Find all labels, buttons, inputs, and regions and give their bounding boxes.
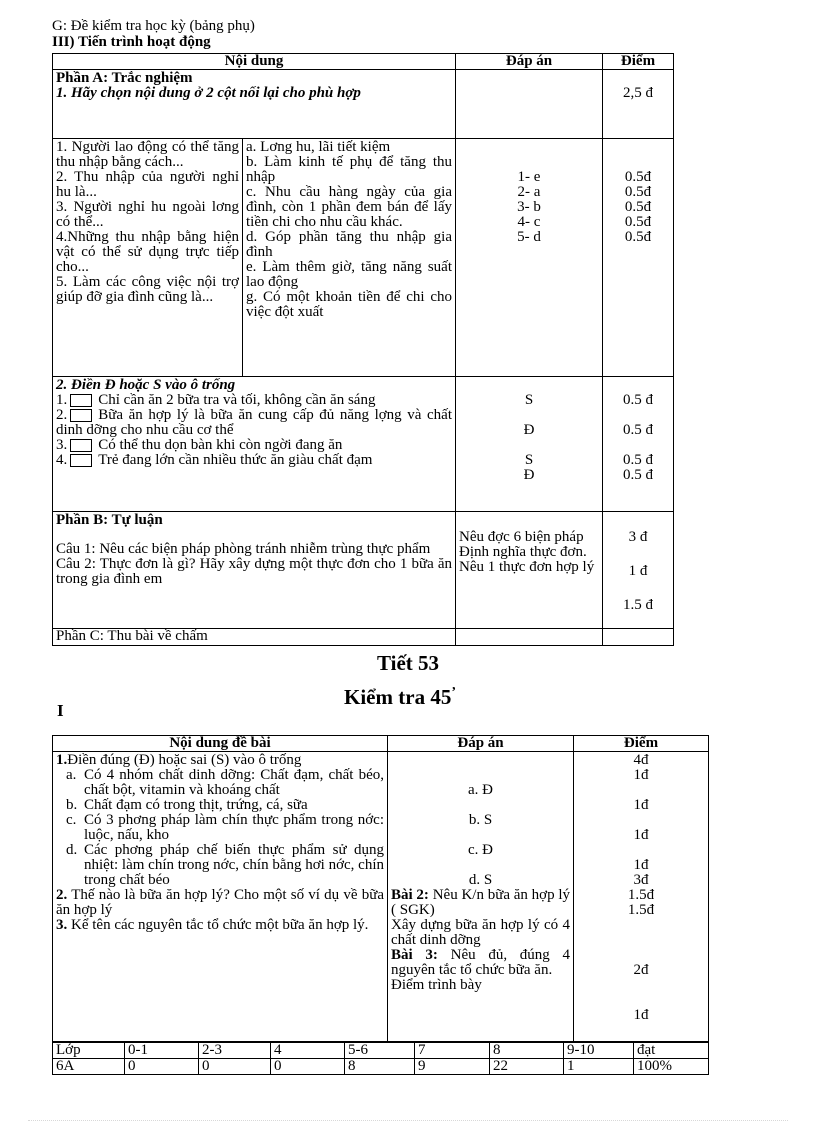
score: 4đ bbox=[633, 752, 649, 768]
col-header-score: Điểm bbox=[603, 54, 674, 70]
q2-score: 0.5 đ bbox=[623, 392, 653, 408]
blank-box[interactable] bbox=[70, 394, 92, 407]
prime-mark: ’ bbox=[451, 685, 456, 700]
q2-answer: Đ bbox=[523, 467, 535, 483]
score: 1đ bbox=[633, 827, 649, 843]
q1-answer: 5- d bbox=[517, 229, 541, 245]
answer-c: c. Đ bbox=[468, 842, 493, 858]
q2-cell bbox=[53, 377, 456, 512]
left-item: 4.Những thu nhập bằng hiện vật có thể sử dụng trực tiếp cho... bbox=[56, 229, 239, 275]
q1-answer: 4- c bbox=[517, 214, 541, 230]
right-item: e. Làm thêm giờ, tăng năng suất lao động bbox=[246, 259, 452, 290]
q1-answers-cell bbox=[456, 139, 603, 377]
part-b-cell bbox=[53, 512, 456, 629]
q1-scores-cell bbox=[603, 139, 674, 377]
part-b-scores-cell bbox=[603, 512, 674, 629]
q2-answer: S bbox=[524, 452, 534, 468]
score: 2đ bbox=[633, 962, 649, 978]
col-header-content: Nội dung bbox=[53, 54, 456, 70]
stats-cell: 9 bbox=[415, 1059, 490, 1075]
stats-header: 4 bbox=[271, 1043, 345, 1059]
right-item: a. Lơng hu, lãi tiết kiệm bbox=[246, 139, 391, 155]
stats-header: 8 bbox=[490, 1043, 564, 1059]
stats-cell: 0 bbox=[125, 1059, 199, 1075]
left-item: 2. Thu nhập của người nghỉ hu là... bbox=[56, 169, 239, 200]
stats-cell: 100% bbox=[634, 1059, 709, 1075]
left-item: 5. Làm các công việc nội trợ giúp đỡ gia đình cũng là... bbox=[56, 274, 239, 305]
header-line-2: III) Tiến trình hoạt động bbox=[52, 34, 211, 50]
stats-table bbox=[52, 1042, 709, 1075]
q2-item-3: 3. Có thể thu dọn bàn khi còn ngời đang ăn bbox=[56, 437, 343, 453]
stats-cell: 1 bbox=[564, 1059, 634, 1075]
q1-right-column bbox=[243, 139, 456, 377]
right-item: d. Góp phần tăng thu nhập gia đình bbox=[246, 229, 452, 260]
part-b-title: Phần B: Tự luận bbox=[56, 512, 163, 528]
answer-d: d. S bbox=[468, 872, 493, 888]
roman-numeral: I bbox=[57, 701, 64, 720]
blank-box[interactable] bbox=[70, 454, 92, 467]
stats-header: đạt bbox=[634, 1043, 709, 1059]
left-item: 1. Người lao động có thể tăng thu nhập bằng cách... bbox=[56, 139, 239, 170]
q2-score: 0.5 đ bbox=[623, 452, 653, 468]
q2-title: 2. Điền Đ hoặc S vào ô trống bbox=[56, 377, 236, 393]
stats-header: Lớp bbox=[53, 1043, 125, 1059]
q1-score: 0.5đ bbox=[624, 214, 652, 230]
stats-header: 7 bbox=[415, 1043, 490, 1059]
exam-answers-cell bbox=[388, 752, 574, 1042]
part-b-answer: Nêu 1 thực đơn hợp lý bbox=[459, 559, 595, 575]
q1-item-a: a. Có 4 nhóm chất dinh dỡng: Chất đạm, chất béo, chất bột, vitamin và khoáng chất bbox=[66, 767, 384, 798]
part-a-cell bbox=[53, 70, 456, 139]
bai3-line: Bài 3: Nêu đủ, đúng 4 nguyên tắc tổ chức bữa ăn. bbox=[391, 947, 570, 978]
q1-points: 2,5 đ bbox=[603, 70, 674, 139]
score: 1.5đ bbox=[627, 902, 655, 918]
part-b-answer: Nêu đợc 6 biện pháp bbox=[459, 529, 584, 545]
q1-answer-empty bbox=[456, 70, 603, 139]
part-c-score-empty bbox=[603, 629, 674, 646]
part-b-q1: Câu 1: Nêu các biện pháp phòng tránh nhiễm trùng thực phẩm bbox=[56, 541, 431, 557]
col-header-score: Điểm bbox=[574, 736, 709, 752]
q2-item-1: 1. Chỉ cần ăn 2 bữa tra và tối, không cần ăn sáng bbox=[56, 392, 376, 408]
header-line-1: G: Đề kiểm tra học kỳ (bảng phụ) bbox=[52, 18, 255, 34]
stats-header: 2-3 bbox=[199, 1043, 271, 1059]
q1-score: 0.5đ bbox=[624, 184, 652, 200]
lesson-title: Tiết 53 bbox=[376, 651, 440, 675]
stats-cell: 0 bbox=[199, 1059, 271, 1075]
stats-header: 5-6 bbox=[345, 1043, 415, 1059]
q2-score: 0.5 đ bbox=[623, 422, 653, 438]
presentation-line: Điểm trình bày bbox=[391, 977, 482, 993]
score: 1đ bbox=[633, 767, 649, 783]
stats-cell: 8 bbox=[345, 1059, 415, 1075]
answer-a: a. Đ bbox=[468, 782, 493, 798]
score: 1đ bbox=[633, 857, 649, 873]
stats-header: 0-1 bbox=[125, 1043, 199, 1059]
q2-answers-cell bbox=[456, 377, 603, 512]
q1-left-column bbox=[53, 139, 243, 377]
part-b-score: 3 đ bbox=[628, 529, 648, 545]
blank-box[interactable] bbox=[70, 409, 92, 422]
q1-answer: 2- a bbox=[517, 184, 541, 200]
stats-cell: 22 bbox=[490, 1059, 564, 1075]
q1-answer: 1- e bbox=[517, 169, 541, 185]
blank-box[interactable] bbox=[70, 439, 92, 452]
bai2-line-2: Xây dựng bữa ăn hợp lý có 4 chất dinh dỡng bbox=[391, 917, 570, 948]
answer-b: b. S bbox=[468, 812, 493, 828]
stats-header: 9-10 bbox=[564, 1043, 634, 1059]
q2-score: 0.5 đ bbox=[623, 467, 653, 483]
exam-questions-cell bbox=[53, 752, 388, 1042]
score: 1.5đ bbox=[627, 887, 655, 903]
score: 3đ bbox=[633, 872, 649, 888]
footer-divider bbox=[28, 1120, 788, 1121]
q1-title: 1. Hãy chọn nội dung ở 2 cột nối lại cho phù hợp bbox=[56, 85, 361, 101]
q3-line: 3. Kể tên các nguyên tắc tổ chức một bữa ăn hợp lý. bbox=[56, 917, 369, 933]
stats-cell: 0 bbox=[271, 1059, 345, 1075]
q1-score: 0.5đ bbox=[624, 199, 652, 215]
q1-item-c: c. Có 3 phơng pháp làm chín thực phẩm trong nớc: luộc, nấu, kho bbox=[66, 812, 384, 843]
q1-score: 0.5đ bbox=[624, 169, 652, 185]
part-b-q2: Câu 2: Thực đơn là gì? Hãy xây dựng một thực đơn cho 1 bữa ăn trong gia đình em bbox=[56, 556, 452, 587]
right-item: c. Nhu cầu hàng ngày của gia đình, còn 1 phần đem bán để lấy tiền chi cho nhu cầu khác. bbox=[246, 184, 452, 230]
q1-answer: 3- b bbox=[517, 199, 541, 215]
q1-item-d: d. Các phơng pháp chế biến thực phẩm sử dụng nhiệt: làm chín trong nớc, chín bằng hơi nớc, chín trong chất béo bbox=[66, 842, 384, 888]
q2-scores-cell bbox=[603, 377, 674, 512]
right-item: b. Làm kinh tế phụ để tăng thu nhập bbox=[246, 154, 452, 185]
col-header-answer: Đáp án bbox=[456, 54, 603, 70]
q1-item-b: b. Chất đạm có trong thịt, trứng, cá, sữa bbox=[66, 797, 308, 813]
col-header-answer: Đáp án bbox=[388, 736, 574, 752]
score: 1đ bbox=[633, 1007, 649, 1023]
q2-item-4: 4. Trẻ đang lớn cần nhiều thức ăn giàu chất đạm bbox=[56, 452, 373, 468]
q2-answer: Đ bbox=[523, 422, 535, 438]
part-b-answers-cell bbox=[456, 512, 603, 629]
part-a-title: Phần A: Trắc nghiệm bbox=[56, 70, 193, 86]
exam-scores-cell bbox=[574, 752, 709, 1042]
q2-item-2: 2. Bữa ăn hợp lý là bữa ăn cung cấp đủ năng lợng và chất dinh dỡng cho nhu cầu cơ thể bbox=[56, 407, 452, 438]
part-b-score: 1 đ bbox=[628, 563, 648, 579]
col-header-content: Nội dung đề bài bbox=[53, 736, 388, 752]
q2-line: 2. Thế nào là bữa ăn hợp lý? Cho một số ví dụ về bữa ăn hợp lý bbox=[56, 887, 385, 918]
answer-table-1 bbox=[52, 53, 674, 646]
score: 1đ bbox=[633, 797, 649, 813]
part-c-title: Phần C: Thu bài về chấm bbox=[53, 629, 456, 646]
part-c-answer-empty bbox=[456, 629, 603, 646]
bai2-line: Bài 2: Nêu K/n bữa ăn hợp lý ( SGK) bbox=[391, 887, 571, 918]
q2-answer: S bbox=[524, 392, 534, 408]
right-item: g. Có một khoản tiền để chi cho việc đột xuất bbox=[246, 289, 452, 320]
q1-line: 1.Điền đúng (Đ) hoặc sai (S) vào ô trống bbox=[56, 752, 302, 768]
left-item: 3. Người nghỉ hu ngoài lơng có thể... bbox=[56, 199, 239, 230]
q1-score: 0.5đ bbox=[624, 229, 652, 245]
part-b-answer: Định nghĩa thực đơn. bbox=[459, 544, 587, 560]
stats-cell: 6A bbox=[53, 1059, 125, 1075]
part-b-score: 1.5 đ bbox=[623, 597, 653, 613]
answer-table-2 bbox=[52, 735, 709, 1042]
lesson-subtitle: Kiểm tra 45’ bbox=[344, 685, 456, 709]
